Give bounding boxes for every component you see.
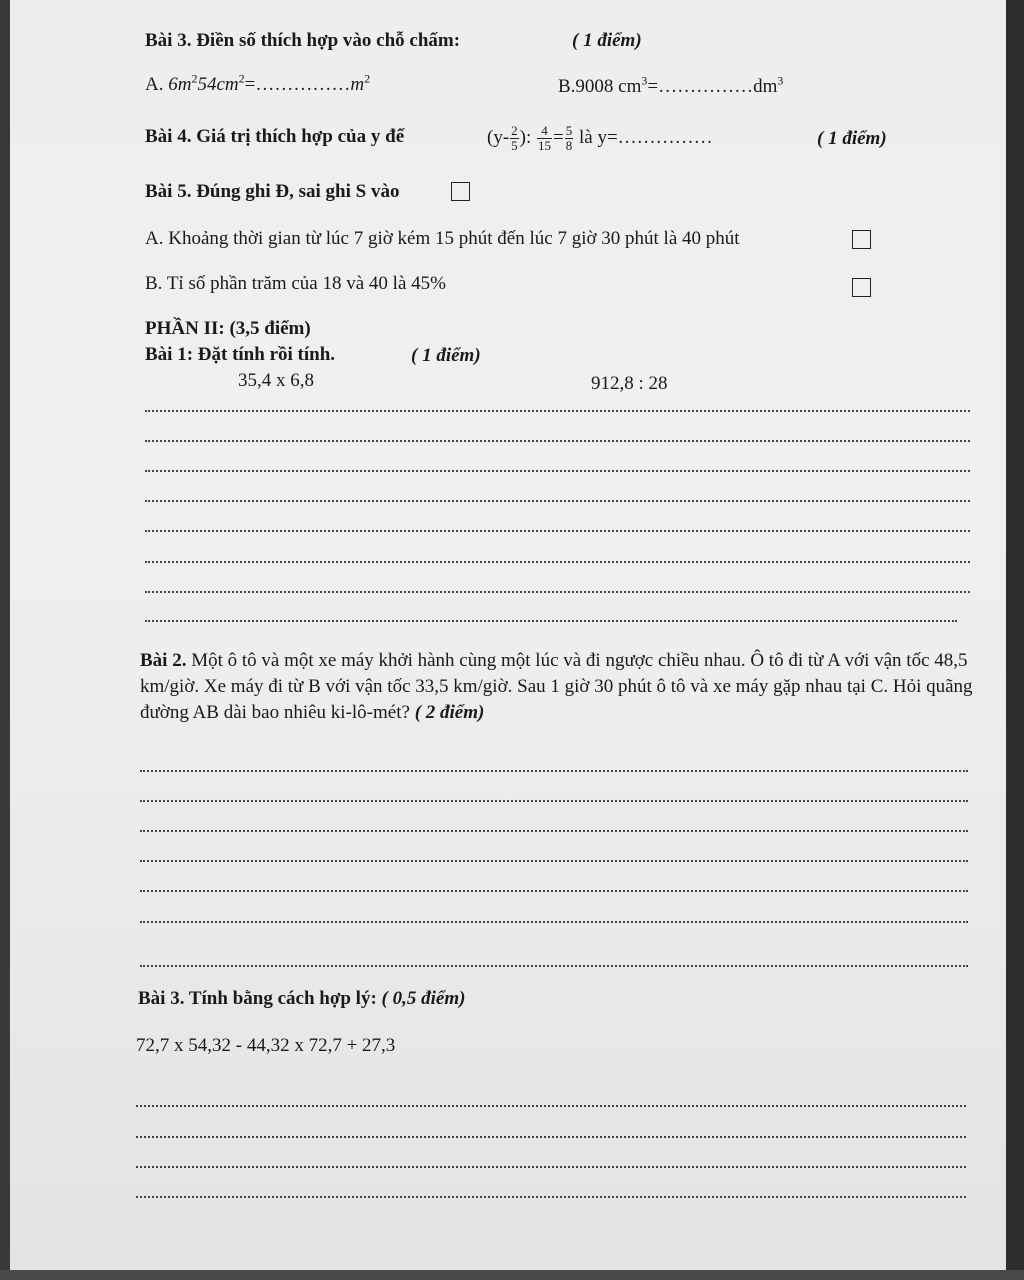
answer-line[interactable] bbox=[145, 561, 970, 563]
answer-line[interactable] bbox=[140, 800, 968, 802]
answer-line[interactable] bbox=[145, 620, 957, 622]
bai3b-expression: 72,7 x 54,32 - 44,32 x 72,7 + 27,3 bbox=[136, 1035, 396, 1056]
background-edge-bottom bbox=[0, 1270, 1024, 1280]
bai3b-heading bbox=[138, 988, 465, 1010]
answer-line[interactable] bbox=[140, 830, 968, 832]
answer-line[interactable] bbox=[136, 1105, 966, 1107]
bai1-calc-1: 35,4 x 6,8 bbox=[238, 370, 314, 391]
bai3-points: ( 1 điểm) bbox=[572, 30, 642, 51]
bai3b-points: ( 0,5 điểm) bbox=[376, 988, 466, 1009]
answer-line[interactable] bbox=[140, 860, 968, 862]
bai2-points: ( 2 điểm) bbox=[409, 702, 485, 723]
answer-line[interactable] bbox=[136, 1196, 966, 1198]
bai2-text: Một ô tô và một xe máy khởi hành cùng một lúc và đi ngược chiều nhau. Ô tô đi từ A với vận tốc 48,5 km/giờ. Xe máy đi từ B với vận tốc 33,5 km/giờ. Sau 1 giờ 30 phút ô tô và xe máy gặp nhau tại C. Hỏi quãng đường AB dài bao nhiêu ki-lô-mét? bbox=[140, 650, 973, 723]
part2-title: PHẦN II: (3,5 điểm) bbox=[145, 318, 311, 339]
answer-line[interactable] bbox=[140, 770, 968, 772]
bai3-item-a bbox=[145, 71, 371, 96]
bai2-label: Bài 2. bbox=[140, 650, 187, 671]
bai3-item-b bbox=[558, 73, 784, 98]
answer-line[interactable] bbox=[140, 965, 968, 967]
bai4-fraction-1 bbox=[510, 124, 519, 153]
bai3-b-rest: =…………… bbox=[647, 76, 754, 97]
bai4-expr-open: (y- bbox=[487, 127, 510, 148]
bai5-answer-box-sample[interactable] bbox=[451, 182, 470, 201]
answer-line[interactable] bbox=[136, 1166, 966, 1168]
bai3-a-expr-3: =…………… bbox=[244, 74, 351, 95]
bai3-a-prefix: A. bbox=[145, 74, 169, 95]
answer-line[interactable] bbox=[145, 591, 970, 593]
bai4-frac3-den: 8 bbox=[565, 138, 573, 154]
bai3-a-sup-1: 2 bbox=[191, 71, 198, 86]
bai4-title: Bài 4. Giá trị thích hợp của y để bbox=[145, 126, 405, 147]
answer-line[interactable] bbox=[136, 1136, 966, 1138]
bai5-item-b: B. Tỉ số phần trăm của 18 và 40 là 45% bbox=[145, 273, 446, 294]
bai4-frac2-num: 4 bbox=[537, 124, 552, 139]
answer-line[interactable] bbox=[145, 440, 970, 442]
answer-line[interactable] bbox=[140, 921, 968, 923]
bai4-eq: = bbox=[553, 127, 564, 148]
bai3-a-expr-2: 54cm bbox=[197, 74, 239, 95]
bai3-a-expr-1: 6m bbox=[168, 74, 192, 95]
bai4-tail: là y=…………… bbox=[578, 127, 713, 148]
bai3-a-unit-sup: 2 bbox=[364, 71, 371, 86]
background-edge-right bbox=[1006, 0, 1024, 1280]
bai4-expression bbox=[487, 120, 713, 156]
bai3b-title: Bài 3. Tính bằng cách hợp lý: bbox=[138, 988, 377, 1009]
bai4-frac2-den: 15 bbox=[538, 138, 552, 154]
bai3-title: Bài 3. Điền số thích hợp vào chỗ chấm: bbox=[145, 30, 461, 51]
bai3-b-unit-sup: 3 bbox=[777, 73, 784, 88]
bai1-points: ( 1 điểm) bbox=[411, 345, 481, 366]
bai4-fraction-3 bbox=[565, 124, 574, 153]
bai5-title: Bài 5. Đúng ghi Đ, sai ghi S vào bbox=[145, 181, 400, 202]
bai4-frac1-den: 5 bbox=[511, 138, 518, 154]
bai4-fraction-2 bbox=[537, 124, 552, 153]
bai4-frac3-num: 5 bbox=[565, 123, 573, 139]
bai5-item-a: A. Khoảng thời gian từ lúc 7 giờ kém 15 phút đến lúc 7 giờ 30 phút là 40 phút bbox=[145, 228, 740, 249]
answer-line[interactable] bbox=[145, 470, 970, 472]
bai3-b-sup: 3 bbox=[641, 73, 648, 88]
bai3-a-sup-2: 2 bbox=[238, 71, 245, 86]
answer-line[interactable] bbox=[145, 410, 970, 412]
bai1-title: Bài 1: Đặt tính rồi tính. bbox=[145, 344, 336, 365]
answer-line[interactable] bbox=[145, 500, 970, 502]
bai3-b-unit: dm bbox=[753, 76, 778, 97]
bai4-expr-close: ): bbox=[519, 127, 532, 148]
bai5-item-a-answer-box[interactable] bbox=[852, 230, 871, 249]
bai5-item-b-answer-box[interactable] bbox=[852, 278, 871, 297]
bai3-b-text: B.9008 cm bbox=[558, 76, 642, 97]
answer-line[interactable] bbox=[145, 530, 970, 532]
bai4-points: ( 1 điểm) bbox=[817, 128, 887, 149]
bai2-problem bbox=[140, 648, 980, 726]
bai3-a-unit: m bbox=[350, 74, 365, 95]
bai1-calc-2: 912,8 : 28 bbox=[591, 373, 668, 394]
answer-line[interactable] bbox=[140, 890, 968, 892]
bai4-frac1-num: 2 bbox=[511, 123, 518, 139]
